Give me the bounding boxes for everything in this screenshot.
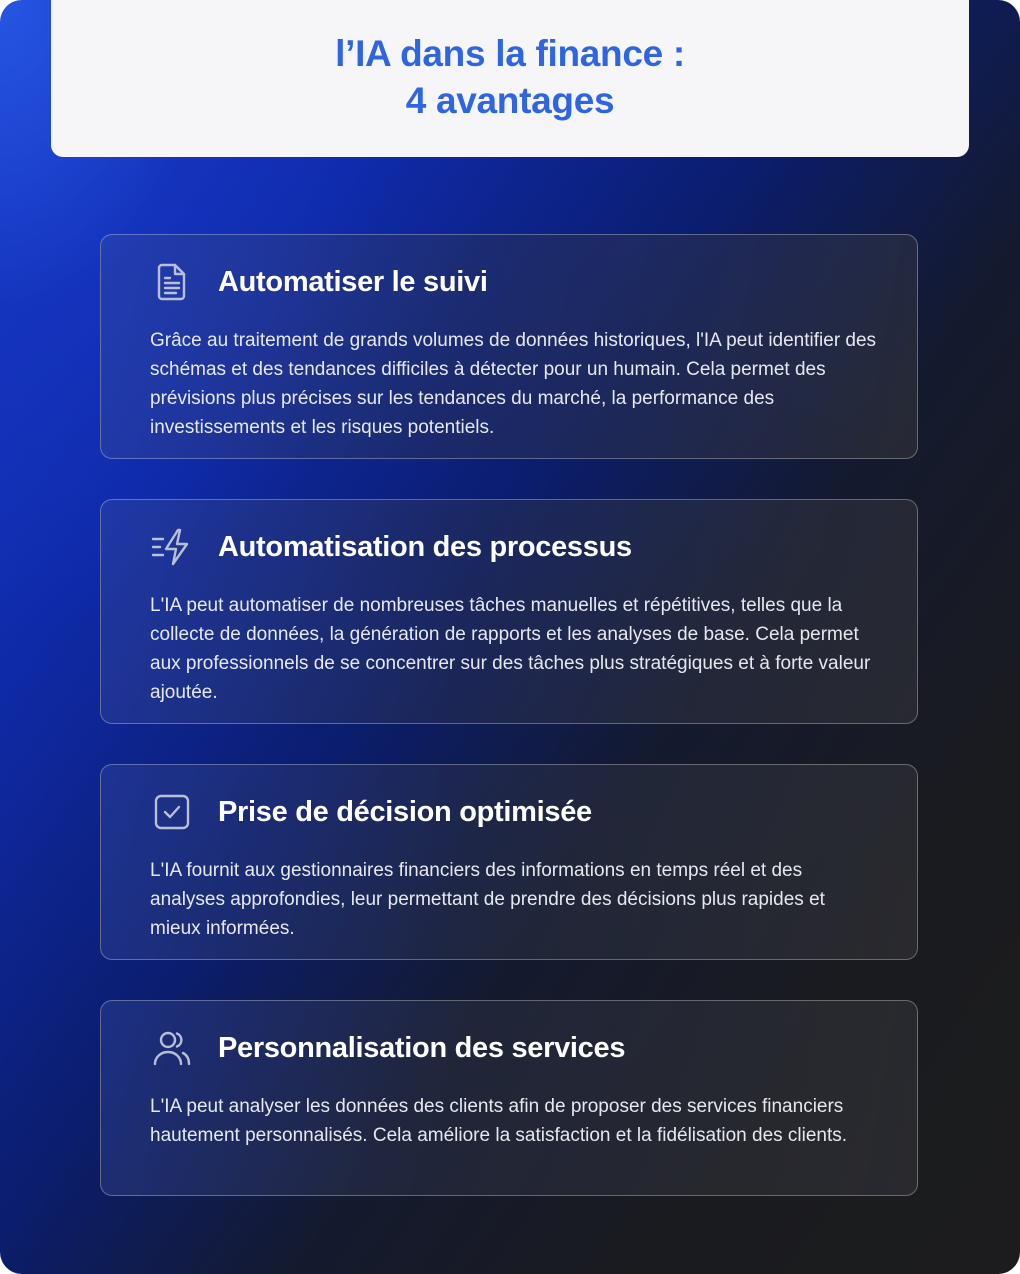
benefit-card-processus	[100, 499, 918, 724]
lightning-icon	[151, 526, 193, 568]
card-description: L'IA peut analyser les données des clients afin de proposer des services financiers hautement personnalisés. Cela améliore la satisfaction et la fidélisation des clients.	[150, 1096, 848, 1146]
page-title-line-1: l’IA dans la finance :	[335, 32, 685, 74]
benefit-card-services	[100, 1000, 918, 1196]
page-title-line-2: 4 avantages	[405, 79, 615, 121]
users-icon	[151, 1027, 193, 1069]
document-icon	[151, 261, 193, 303]
card-header	[151, 524, 632, 570]
card-description: Grâce au traitement de grands volumes de données historiques, l'IA peut identifier des schémas et des tendances difficiles à détecter pour un humain. Cela permet des prévisions plus précises sur les tendances du marché, la performance des investissements et les risques potentiels.	[150, 330, 877, 438]
card-title: Personnalisation des services	[218, 1031, 626, 1064]
title-card	[51, 0, 969, 157]
card-header	[151, 1025, 625, 1071]
card-description: L'IA fournit aux gestionnaires financiers des informations en temps réel et des analyses approfondies, leur permettant de prendre des décisions plus rapides et mieux informées.	[150, 860, 825, 939]
card-title: Prise de décision optimisée	[218, 795, 592, 828]
benefit-card-decision	[100, 764, 918, 960]
card-title: Automatisation des processus	[218, 530, 632, 563]
checkbox-icon	[151, 791, 193, 833]
benefit-card-suivi	[100, 234, 918, 459]
card-header	[151, 259, 488, 305]
card-description: L'IA peut automatiser de nombreuses tâches manuelles et répétitives, telles que la collecte de données, la génération de rapports et les analyses de base. Cela permet aux professionnels de se concentrer sur des tâches plus stratégiques et à forte valeur ajoutée.	[150, 595, 871, 703]
card-title: Automatiser le suivi	[218, 265, 488, 298]
card-header	[151, 789, 592, 835]
